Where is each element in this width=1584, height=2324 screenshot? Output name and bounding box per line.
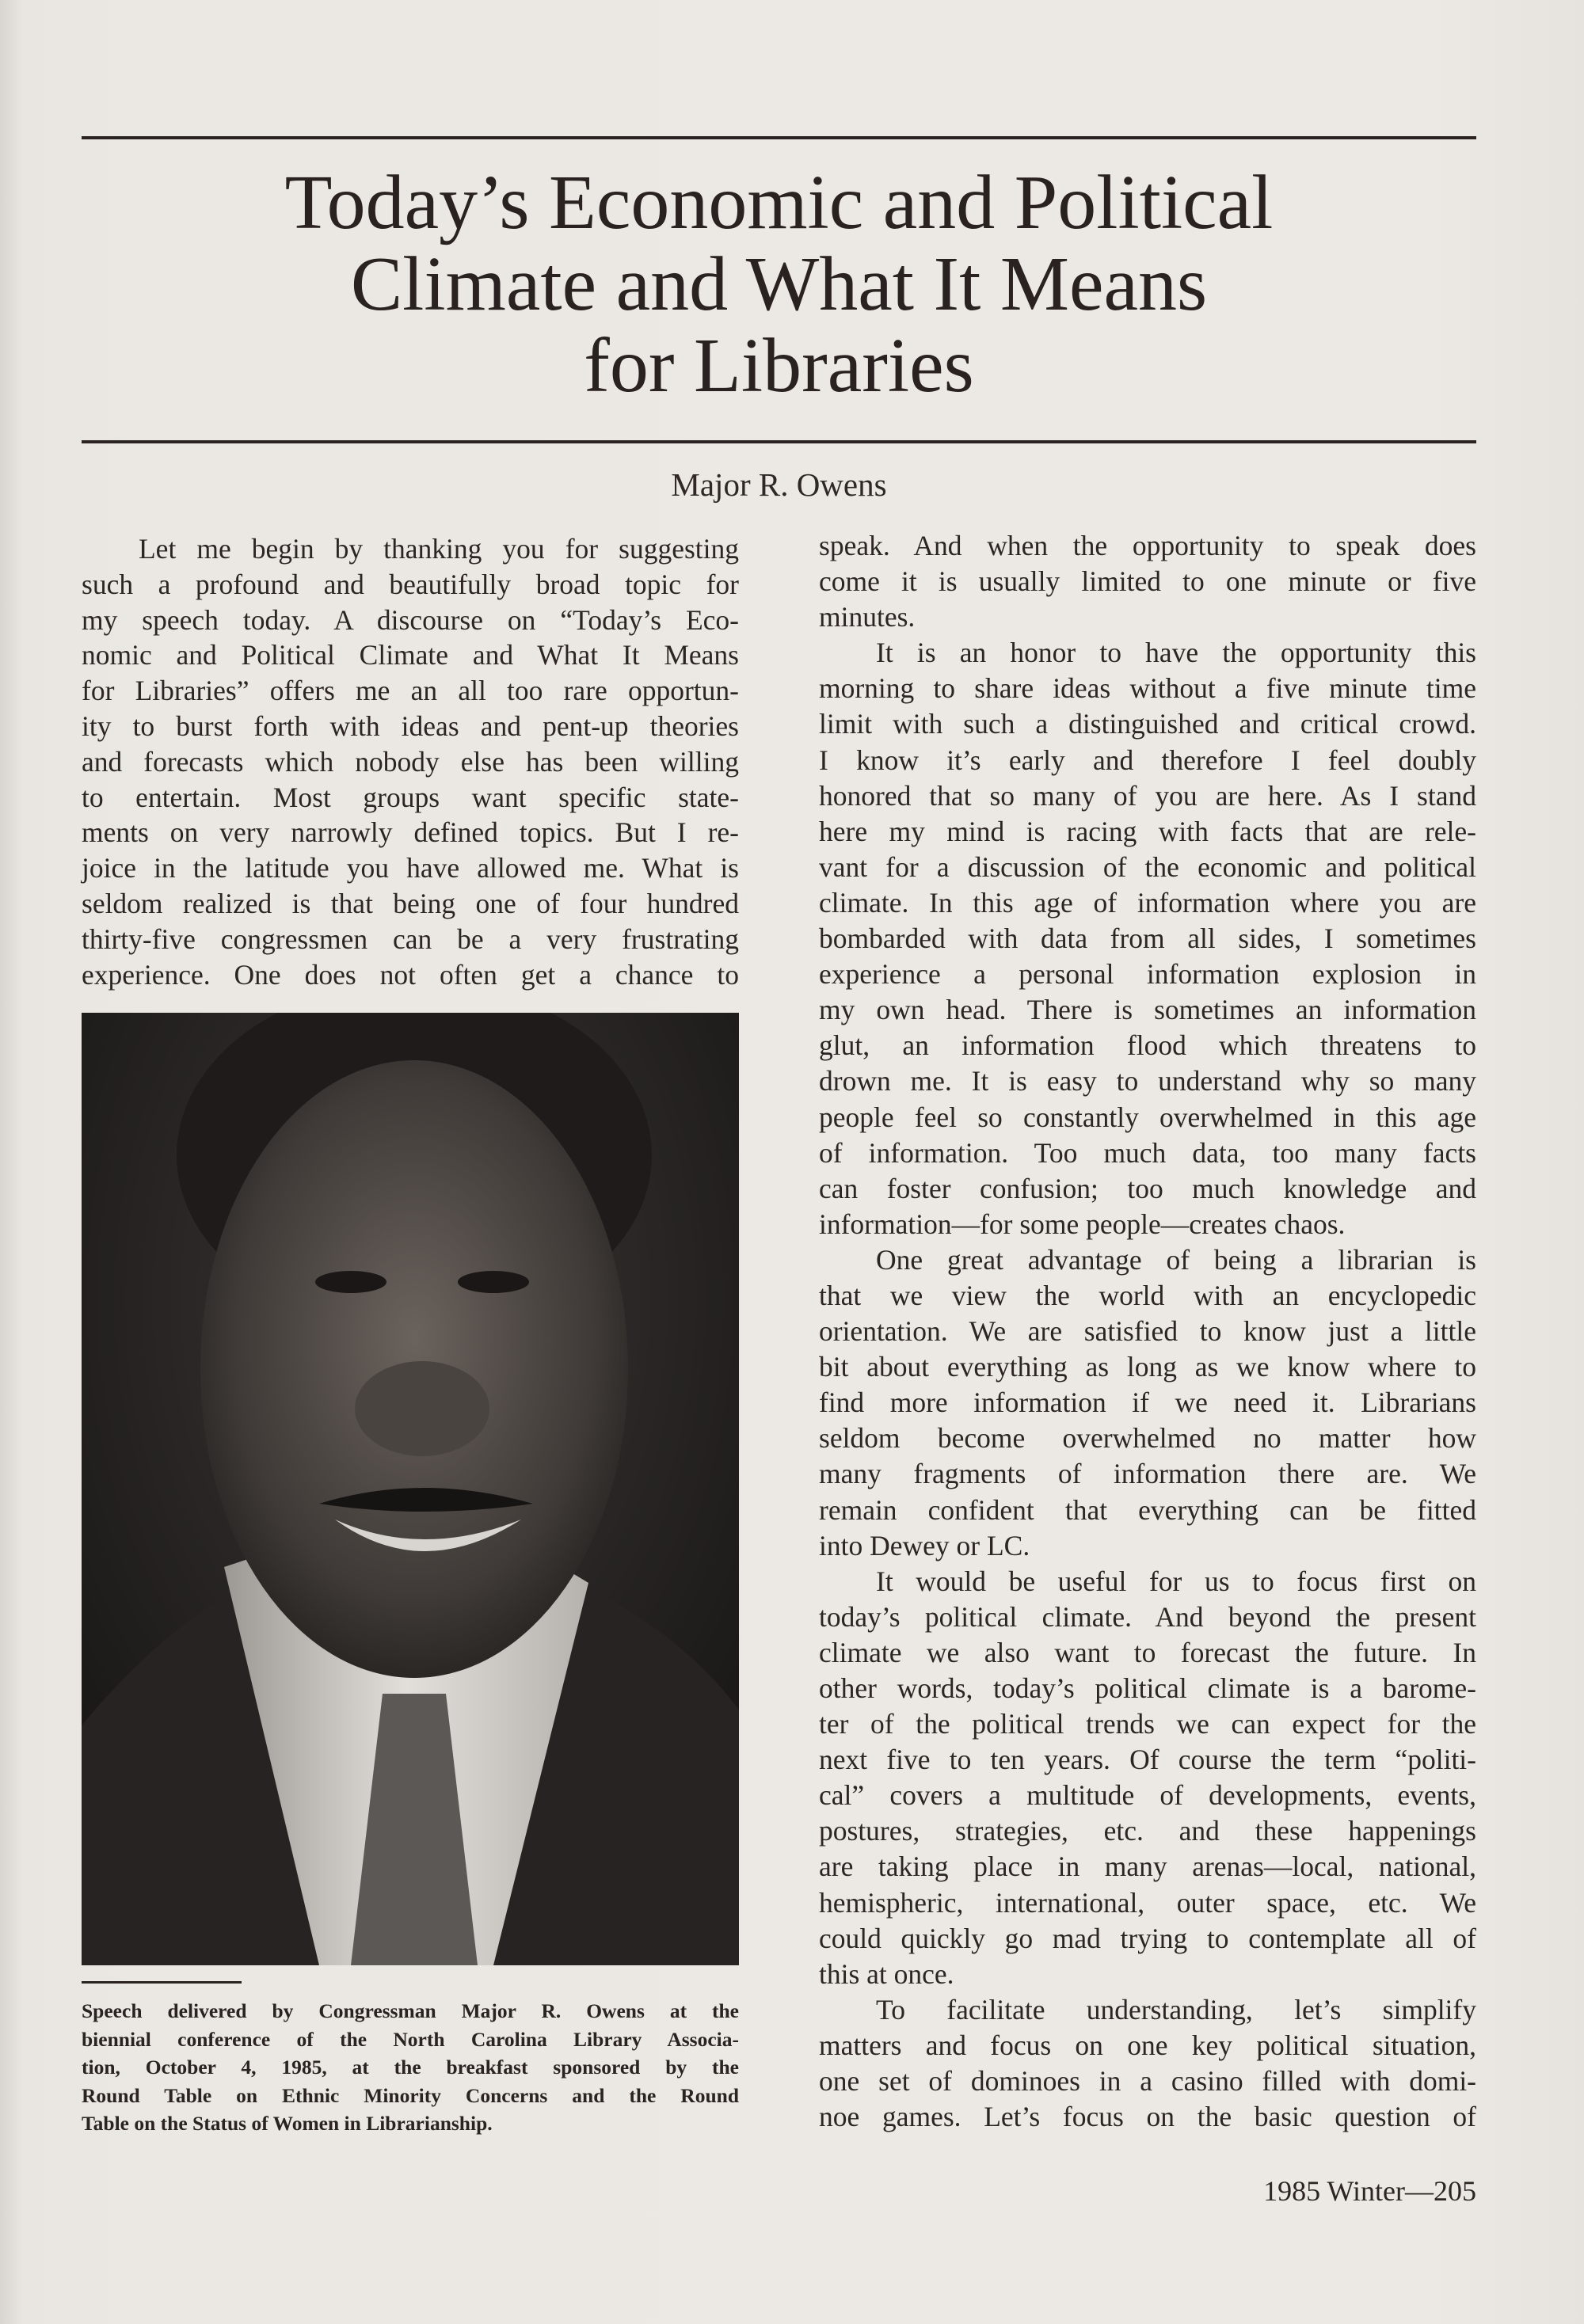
photo-caption xyxy=(82,1997,739,2138)
text-line: seldom become overwhelmed no matter how xyxy=(819,1422,1476,1455)
text-line: today’s political climate. And beyond the present xyxy=(819,1600,1476,1633)
text-line: experience a personal information explosion in xyxy=(819,958,1476,991)
caption-line: Round Table on Ethnic Minority Concerns and the Round xyxy=(82,2083,739,2107)
text-line: such a profound and beautifully broad topic for xyxy=(82,568,739,600)
text-line: thirty-five congressmen can be a very frustrating xyxy=(82,922,739,955)
text-line: many fragments of information there are. We xyxy=(819,1458,1476,1490)
title-top-rule xyxy=(82,136,1476,139)
text-line: experience. One does not often get a chance to xyxy=(82,958,739,991)
text-line: here my mind is racing with facts that are rele- xyxy=(819,815,1476,847)
text-line: limit with such a distinguished and critical crowd. xyxy=(819,708,1476,740)
text-line: climate. In this age of information where you are xyxy=(819,886,1476,919)
caption-rule xyxy=(82,1981,242,1984)
text-line: people feel so constantly overwhelmed in this age xyxy=(819,1101,1476,1133)
text-line: One great advantage of being a librarian is xyxy=(876,1243,1476,1276)
text-line: bombarded with data from all sides, I sometimes xyxy=(819,922,1476,955)
text-line: nomic and Political Climate and What It Means xyxy=(82,639,739,671)
text-line: can foster confusion; too much knowledge and xyxy=(819,1172,1476,1204)
caption-line: biennial conference of the North Carolina Library Associa- xyxy=(82,2027,739,2051)
text-line: ter of the political trends we can expect for the xyxy=(819,1708,1476,1740)
title-bottom-rule xyxy=(82,440,1476,443)
text-line: Let me begin by thanking you for suggesting xyxy=(139,533,739,565)
text-line: honored that so many of you are here. As I stand xyxy=(819,779,1476,812)
text-line: glut, an information flood which threatens to xyxy=(819,1029,1476,1062)
text-line: joice in the latitude you have allowed me. What is xyxy=(82,852,739,884)
text-line: and forecasts which nobody else has been willing xyxy=(82,745,739,778)
text-line: hemispheric, international, outer space, etc. We xyxy=(819,1886,1476,1919)
text-line: climate we also want to forecast the future. In xyxy=(819,1636,1476,1668)
caption-line: tion, October 4, 1985, at the breakfast sponsored by the xyxy=(82,2056,739,2079)
text-line: to entertain. Most groups want specific state- xyxy=(82,781,739,813)
text-line: minutes. xyxy=(819,601,916,633)
caption-line: Table on the Status of Women in Librarianship. xyxy=(82,2112,493,2135)
portrait-image xyxy=(82,1013,739,1965)
author-portrait-photo xyxy=(82,1013,739,1965)
text-line: It is an honor to have the opportunity this xyxy=(876,637,1476,669)
left-column-text xyxy=(82,531,739,992)
text-line: morning to share ideas without a five minute time xyxy=(819,672,1476,705)
text-line: I know it’s early and therefore I feel doubly xyxy=(819,744,1476,776)
text-line: next five to ten years. Of course the term “politi- xyxy=(819,1744,1476,1776)
author-byline: Major R. Owens xyxy=(671,466,887,503)
text-line: To facilitate understanding, let’s simplify xyxy=(876,1993,1476,2025)
text-line: into Dewey or LC. xyxy=(819,1529,1030,1561)
text-line: ments on very narrowly defined topics. But I re- xyxy=(82,816,739,849)
text-line: bit about everything as long as we know where to xyxy=(819,1351,1476,1383)
article-title xyxy=(82,162,1476,407)
text-line: that we view the world with an encyclopedic xyxy=(819,1279,1476,1311)
text-line: this at once. xyxy=(819,1957,954,1990)
text-line: speak. And when the opportunity to speak does xyxy=(819,530,1476,561)
text-line: noe games. Let’s focus on the basic question of xyxy=(819,2101,1476,2133)
right-column-text xyxy=(819,528,1476,2135)
text-line: ity to burst forth with ideas and pent-up theories xyxy=(82,709,739,742)
text-line: other words, today’s political climate is a barome- xyxy=(819,1672,1476,1704)
caption-line: Speech delivered by Congressman Major R. Owens at the xyxy=(82,1999,739,2022)
text-line: are taking place in many arenas—local, national, xyxy=(819,1850,1476,1883)
text-line: for Libraries” offers me an all too rare opportun- xyxy=(82,675,739,707)
text-line: seldom realized is that being one of four hundred xyxy=(82,887,739,919)
text-line: one set of dominoes in a casino filled with domi- xyxy=(819,2065,1476,2098)
text-line: It would be useful for us to focus first on xyxy=(876,1565,1476,1597)
text-line: orientation. We are satisfied to know just a little xyxy=(819,1315,1476,1348)
text-line: my speech today. A discourse on “Today’s Eco- xyxy=(82,603,739,636)
text-line: cal” covers a multitude of developments, events, xyxy=(819,1779,1476,1812)
text-line: postures, strategies, etc. and these happenings xyxy=(819,1815,1476,1847)
text-line: my own head. There is sometimes an information xyxy=(819,994,1476,1026)
text-line: matters and focus on one key political situation, xyxy=(819,2029,1476,2061)
text-line: could quickly go mad trying to contemplate all of xyxy=(819,1922,1476,1954)
title-line: Climate and What It Means xyxy=(350,242,1208,327)
page-footer-issue-and-number: 1985 Winter—205 xyxy=(1263,2175,1476,2207)
text-line: remain confident that everything can be fitted xyxy=(819,1493,1476,1526)
text-line: vant for a discussion of the economic and political xyxy=(819,850,1476,883)
text-line: drown me. It is easy to understand why so many xyxy=(819,1065,1476,1097)
text-line: find more information if we need it. Librarians xyxy=(819,1386,1476,1419)
text-line: come it is usually limited to one minute or five xyxy=(819,565,1476,598)
text-line: of information. Too much data, too many facts xyxy=(819,1136,1476,1169)
title-line: for Libraries xyxy=(584,323,974,409)
title-line: Today’s Economic and Political xyxy=(284,160,1274,245)
text-line: information—for some people—creates chaos. xyxy=(819,1208,1346,1240)
